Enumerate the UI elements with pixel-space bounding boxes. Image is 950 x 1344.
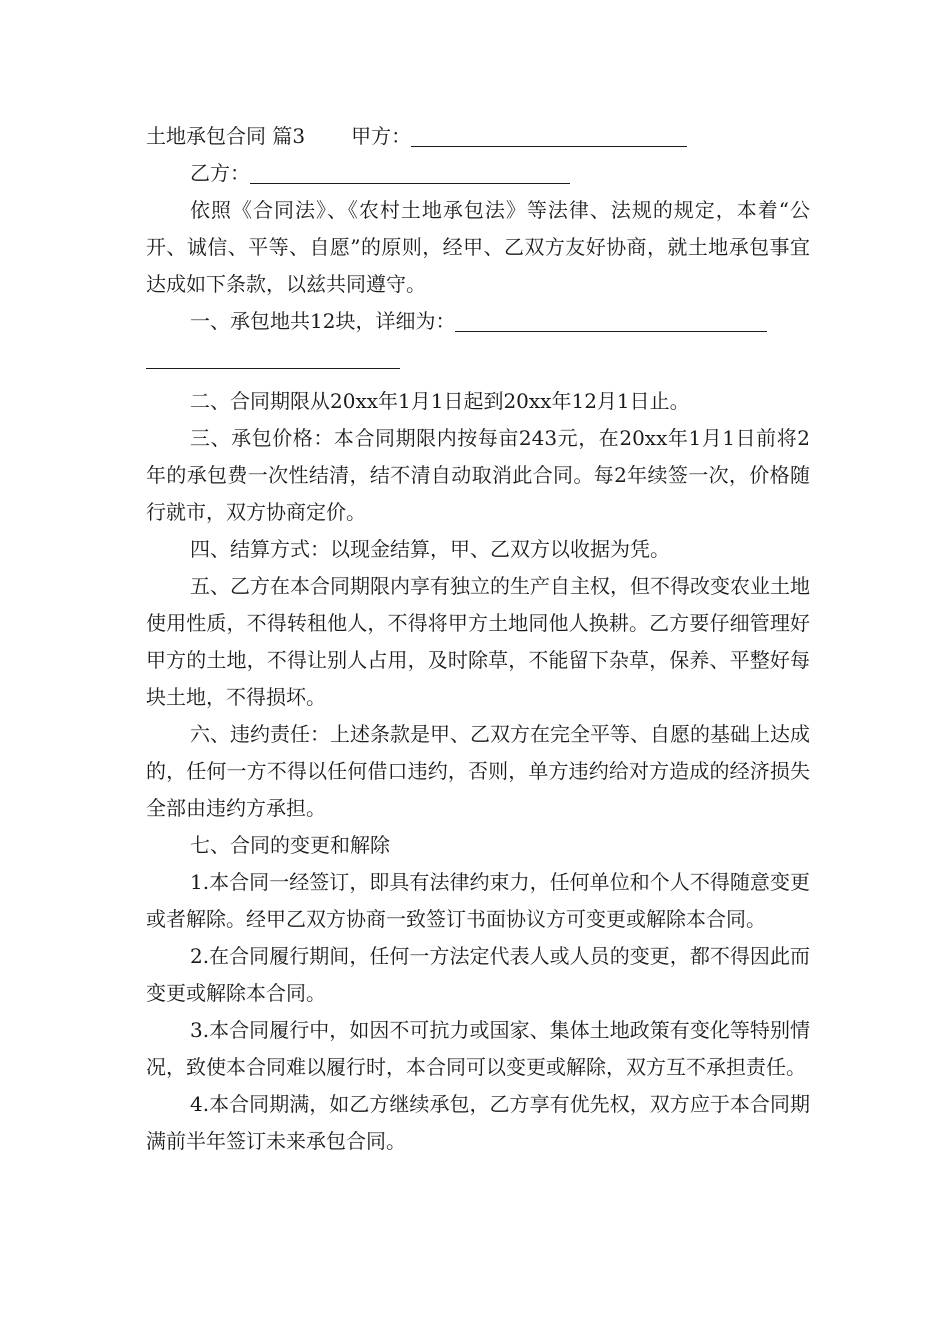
intro-paragraph: 依照《合同法》、《农村土地承包法》等法律、法规的规定，本着“公开、诚信、平等、自愿”的原则，经甲、乙双方友好协商，就土地承包事宜达成如下条款，以兹共同遵守。 xyxy=(146,198,810,296)
party-b-label: 乙方： xyxy=(190,161,250,185)
clause-6: 六、违约责任：上述条款是甲、乙双方在完全平等、自愿的基础上达成的，任何一方不得以任何借口违约，否则，单方违约给对方造成的经济损失全部由违约方承担。 xyxy=(146,722,810,820)
party-b-line xyxy=(146,155,810,192)
clause-7-item-2: 2.在合同履行期间，任何一方法定代表人或人员的变更，都不得因此而变更或解除本合同。 xyxy=(146,944,810,1005)
clause-7-heading: 七、合同的变更和解除 xyxy=(190,833,390,857)
clause-7-item-3: 3.本合同履行中，如因不可抗力或国家、集体土地政策有变化等特别情况，致使本合同难以履行时，本合同可以变更或解除，双方互不承担责任。 xyxy=(146,1018,810,1079)
clause-4: 四、结算方式：以现金结算，甲、乙双方以收据为凭。 xyxy=(190,537,670,561)
party-a-label: 甲方： xyxy=(351,124,412,148)
party-b-blank[interactable] xyxy=(250,161,570,184)
title-line xyxy=(146,118,810,155)
clause-7-item-1: 1.本合同一经签订，即具有法律约束力，任何单位和个人不得随意变更或者解除。经甲乙双方协商一致签订书面协议方可变更或解除本合同。 xyxy=(146,870,810,931)
document-title: 土地承包合同 篇3 xyxy=(146,124,306,148)
document-page xyxy=(146,118,810,1160)
clause-3: 三、承包价格：本合同期限内按每亩243元，在20xx年1月1日前将2年的承包费一次性结清，结不清自动取消此合同。每2年续签一次，价格随行就市，双方协商定价。 xyxy=(146,426,810,524)
clause-2: 二、合同期限从20xx年1月1日起到20xx年12月1日止。 xyxy=(190,389,690,413)
clause-1-continuation xyxy=(146,340,810,377)
clause-5: 五、乙方在本合同期限内享有独立的生产自主权，但不得改变农业土地使用性质，不得转租他人，不得将甲方土地同他人换耕。乙方要仔细管理好甲方的土地，不得让别人占用，及时除草，不能留下杂草，保养、平整好每块土地，不得损坏。 xyxy=(146,574,810,709)
clause-7-item-4: 4.本合同期满，如乙方继续承包，乙方享有优先权，双方应于本合同期满前半年签订未来承包合同。 xyxy=(146,1092,810,1153)
clause-1-line xyxy=(146,303,810,340)
party-a-blank[interactable] xyxy=(411,124,687,147)
clause-1-blank[interactable] xyxy=(455,309,767,332)
clause-1-blank-continued[interactable] xyxy=(146,346,400,369)
clause-1-label: 一、承包地共12块，详细为： xyxy=(190,309,456,333)
